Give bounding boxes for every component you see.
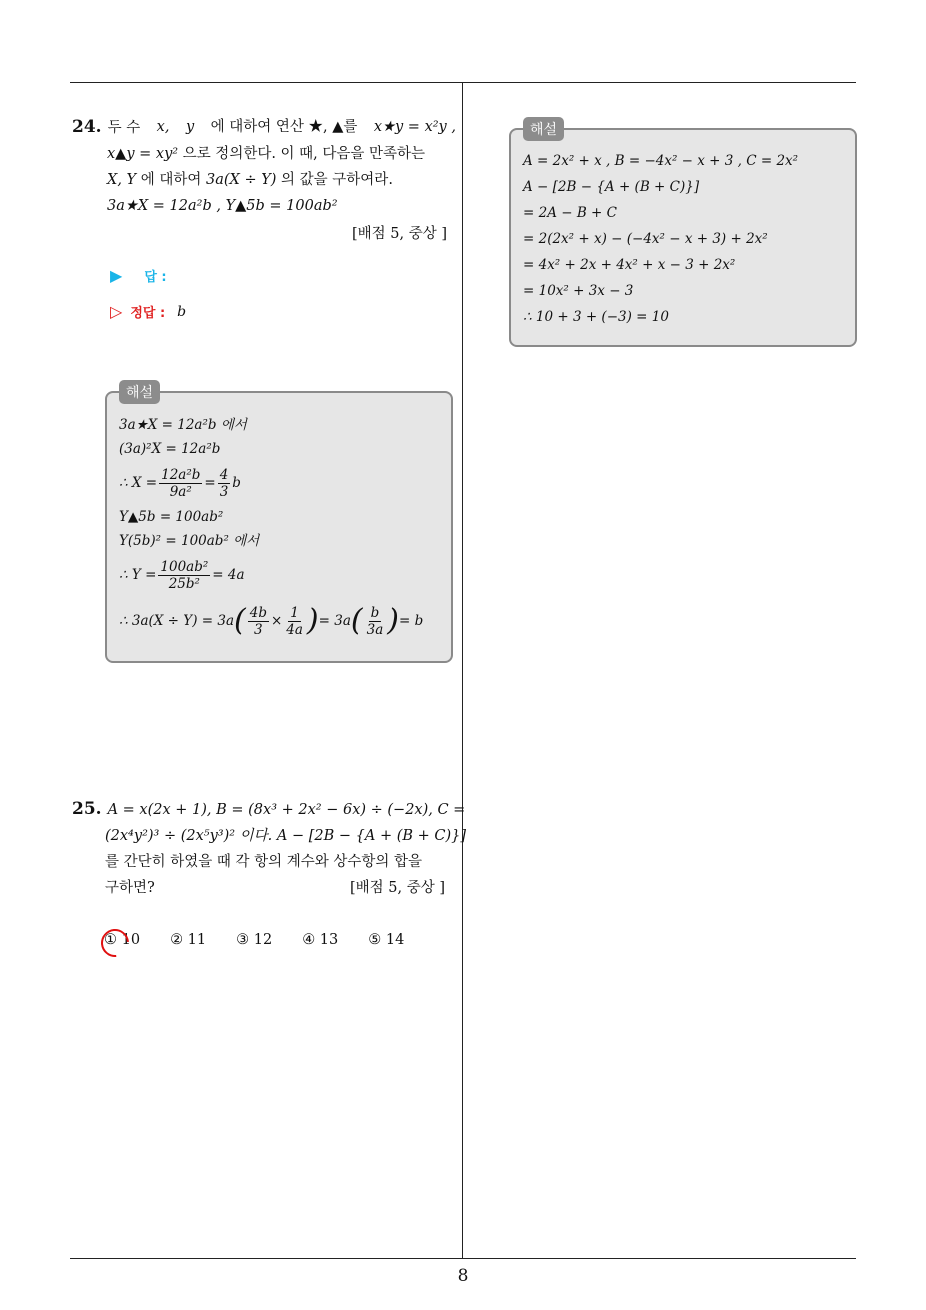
q25-line-1: 25. A = x(2x + 1), B = (8x³ + 2x² − 6x) ÷ (−2x), C = — [72, 799, 466, 819]
correct-answer-value: b — [177, 303, 187, 320]
sol24-line-4: Y▲5b = 100ab² — [119, 509, 224, 525]
solution-box-24 — [105, 385, 453, 663]
sol25-line-6: = 10x² + 3x − 3 — [523, 283, 634, 299]
choice-1[interactable]: ① 10 — [104, 932, 140, 948]
answer-mark-circle — [95, 923, 134, 962]
sol25-line-2: A − [2B − {A + (B + C)}] — [523, 179, 700, 195]
choice-2[interactable]: ② 11 — [170, 932, 207, 948]
page-number: 8 — [457, 1266, 469, 1286]
sol24-line-5: Y(5b)² = 100ab² 에서 — [119, 533, 260, 549]
bottom-rule — [70, 1258, 856, 1259]
solution-box-25 — [509, 122, 857, 347]
sol25-line-4: = 2(2x² + x) − (−4x² − x + 3) + 2x² — [523, 231, 768, 247]
choice-3[interactable]: ③ 12 — [236, 932, 273, 948]
q24-correct-row — [110, 302, 186, 321]
sol24-line-3: ∴ X = $\frac{\text{12a²b}}{\text{9a²}}$ = $\frac{4}{3}$ b — [119, 466, 241, 500]
q25-score: [배점 5, 중상 ] — [350, 880, 446, 896]
q24-line-2: x▲y = xy² 으로 정의한다. 이 때, 다음을 만족하는 — [107, 146, 426, 162]
sol25-line-3: = 2A − B + C — [523, 205, 617, 221]
answer-label: 답 : — [144, 270, 167, 285]
q24-line-3: X, Y 에 대하여 3a(X ÷ Y) 의 값을 구하여라. — [107, 172, 393, 188]
q24-score: [배점 5, 중상 ] — [352, 226, 448, 242]
sol25-line-7: ∴ 10 + 3 + (−3) = 10 — [523, 309, 669, 325]
q24-condition: 3a★X = 12a²b , Y▲5b = 100ab² — [107, 198, 338, 214]
sol24-line-2: (3a)²X = 12a²b — [119, 441, 221, 457]
choice-4[interactable]: ④ 13 — [302, 932, 339, 948]
solution-tag: 해설 — [119, 380, 160, 404]
sol24-line-1: 3a★X = 12a²b 에서 — [119, 417, 247, 433]
q25-choices — [104, 932, 404, 948]
question-24 — [72, 114, 456, 219]
q24-line-1: 24. 두 수 x, y 에 대하여 연산 ★, ▲를 x★y = x²y , — [72, 117, 456, 137]
sol25-line-1: A = 2x² + x , B = −4x² − x + 3 , C = 2x² — [523, 153, 799, 169]
correct-answer-label: 정답 : — [130, 306, 166, 321]
filled-triangle-icon: ▶ — [110, 266, 123, 285]
q25-line-4: 구하면? — [105, 880, 155, 896]
column-divider — [462, 82, 463, 1258]
choice-5[interactable]: ⑤ 14 — [368, 932, 405, 948]
q24-answer-row — [110, 266, 167, 285]
outline-triangle-icon: ▷ — [110, 302, 123, 321]
q25-line-2: (2x⁴y²)³ ÷ (2x⁵y³)² 이다. A − [2B − {A + (B + C)}] — [105, 828, 467, 844]
top-rule — [70, 82, 856, 83]
q25-line-3: 를 간단히 하였을 때 각 항의 계수와 상수항의 합을 — [105, 854, 423, 870]
sol24-line-6: ∴ Y = $\frac{\text{100ab²}}{\text{25b²}}$ = 4a — [119, 558, 245, 592]
solution-tag: 해설 — [523, 117, 564, 141]
sol25-line-5: = 4x² + 2x + 4x² + x − 3 + 2x² — [523, 257, 736, 273]
q24-number: 24. — [72, 117, 102, 137]
q25-number: 25. — [72, 799, 102, 819]
sol24-line-7: ∴ 3a(X ÷ Y) = 3a ( $\frac{4b}{3}$ × $\frac{1}{4a}$ ) = 3a ( $\frac{b}{3a}$ ) = b — [119, 603, 424, 638]
